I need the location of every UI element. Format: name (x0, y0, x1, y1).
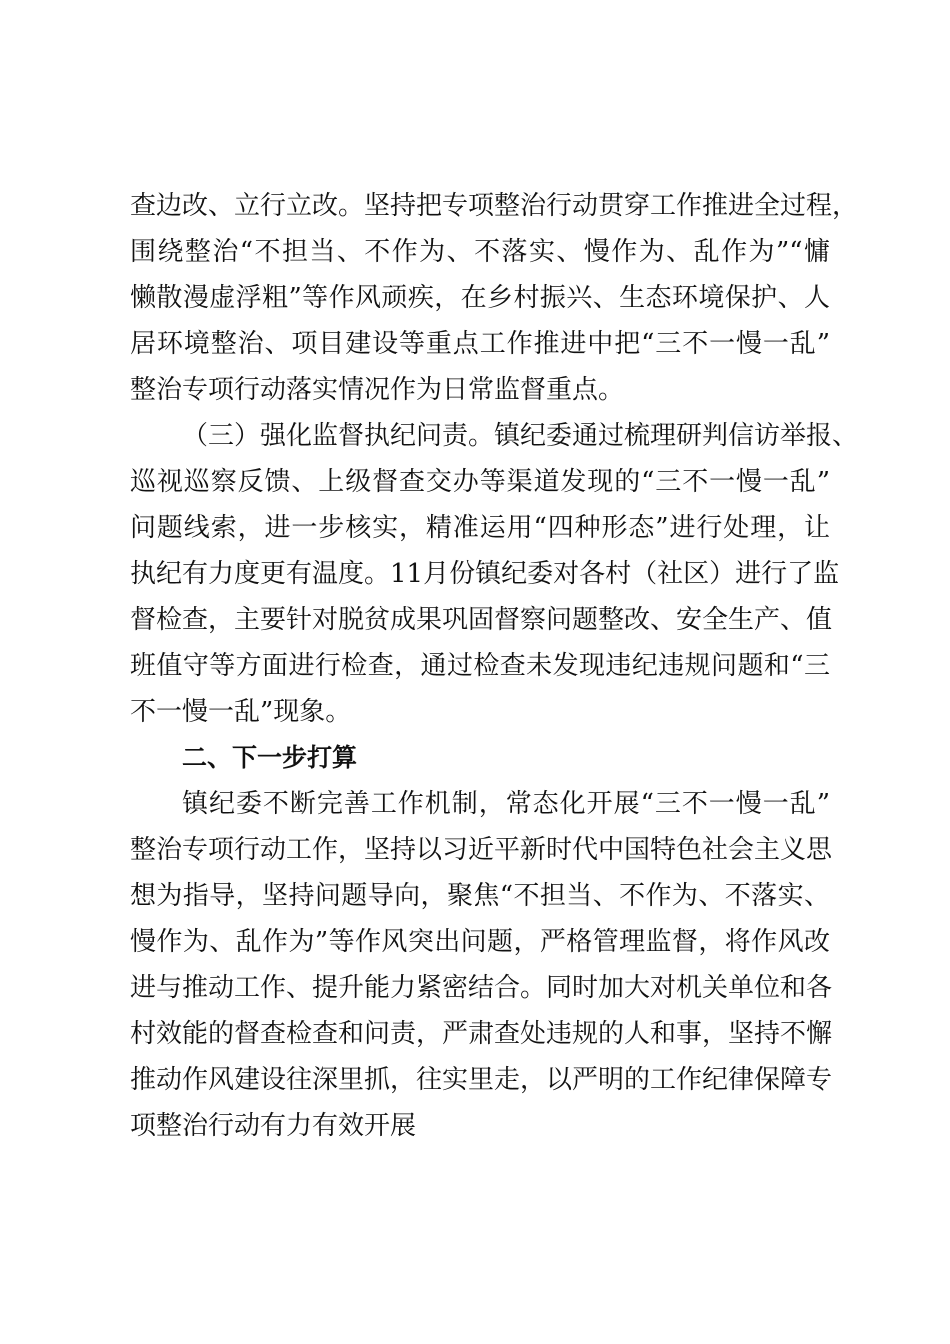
section-heading: 二、下一步打算 (182, 743, 358, 772)
paragraph3-line-2: 整治专项行动工作，坚持以习近平新时代中国特色社会主义思 (130, 835, 833, 865)
paragraph2-line-5: 督检查，主要针对脱贫成果巩固督察问题整改、安全生产、值 (130, 605, 833, 635)
paragraph1-line-5: 整治专项行动落实情况作为日常监督重点。 (130, 375, 625, 405)
paragraph2-line-1 (182, 413, 859, 459)
paragraph2-line-3: 问题线索，进一步核实，精准运用“四种形态”进行处理，让 (130, 513, 830, 543)
paragraph2-line-2: 巡视巡察反馈、上级督查交办等渠道发现的“三不一慢一乱” (130, 467, 830, 497)
paragraph2-line-7: 不一慢一乱”现象。 (130, 697, 352, 727)
paragraph3-line-3: 想为指导，坚持问题导向，聚焦“不担当、不作为、不落实、 (130, 881, 830, 911)
paragraph3-line-5: 进与推动工作、提升能力紧密结合。同时加大对机关单位和各 (130, 973, 833, 1003)
paragraph1-line-4: 居环境整治、项目建设等重点工作推进中把“三不一慢一乱” (130, 329, 830, 359)
paragraph3-line-1: 镇纪委不断完善工作机制，常态化开展“三不一慢一乱” (182, 789, 830, 819)
paragraph1-line-1: 查边改、立行立改。坚持把专项整治行动贯穿工作推进全过程， (130, 191, 859, 221)
paragraph3-line-4: 慢作为、乱作为”等作风突出问题，严格管理监督，将作风改 (130, 927, 830, 957)
paragraph1-line-3: 懒散漫虚浮粗”等作风顽疾，在乡村振兴、生态环境保护、人 (130, 283, 830, 313)
paragraph3-line-6: 村效能的督查检查和问责，严肃查处违规的人和事，坚持不懈 (130, 1019, 833, 1049)
paragraph3-line-7: 推动作风建设往深里抓，往实里走，以严明的工作纪律保障专 (130, 1065, 833, 1095)
subsection-heading: （三）强化监督执纪问责。 (182, 421, 495, 451)
paragraph3-line-8: 项整治行动有力有效开展 (130, 1111, 417, 1141)
paragraph2-line-4: 执纪有力度更有温度。11月份镇纪委对各村（社区）进行了监 (130, 559, 840, 589)
paragraph2-line-6: 班值守等方面进行检查，通过检查未发现违纪违规问题和“三 (130, 651, 830, 681)
paragraph1-line-2: 围绕整治“不担当、不作为、不落实、慢作为、乱作为”“慵 (130, 237, 830, 267)
paragraph2-line-1-rest: 镇纪委通过梳理研判信访举报、 (494, 421, 859, 451)
